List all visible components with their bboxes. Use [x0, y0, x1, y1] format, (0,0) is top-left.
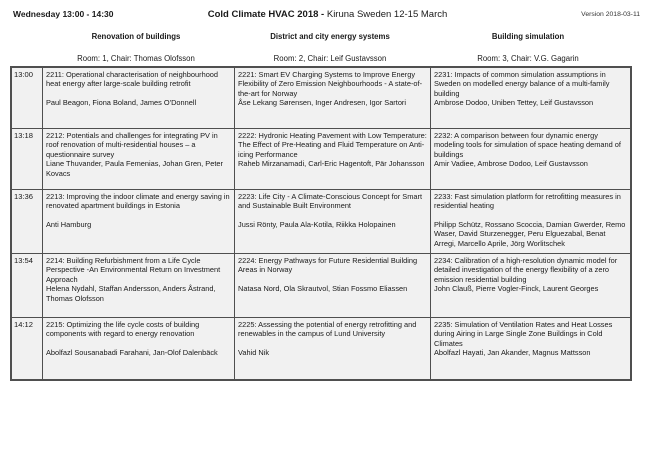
session-cell-2234 [430, 253, 630, 317]
session-cell-2223 [234, 189, 430, 253]
table-row [12, 68, 630, 128]
session-cell-2215 [42, 317, 234, 379]
session-title: 2214: Building Refurbishment from a Life Cycle Perspective -An Environmental Return on Investment Approach [46, 256, 221, 284]
session-date-time: Wednesday 13:00 - 14:30 [13, 9, 114, 19]
session-authors: Ambrose Dodoo, Uniben Tettey, Leif Gustavsson [434, 98, 594, 108]
session-title: 2235: Simulation of Ventilation Rates and Heat Losses during Airing in Large Single Zone Buildings in Cold Climates [434, 320, 613, 348]
session-cell-2221 [234, 68, 430, 128]
time-cell: 13:36 [12, 189, 42, 253]
session-cell-2232 [430, 128, 630, 189]
session-cell-2213 [42, 189, 234, 253]
table-row [12, 253, 630, 317]
room-row-spacer [10, 54, 40, 63]
session-authors: Vahid Nik [238, 348, 270, 357]
session-authors: Abolfazl Sousanabadi Farahani, Jan-Olof Dalenbäck [46, 348, 218, 357]
session-cell-2211 [42, 68, 234, 128]
track-header-building-simulation: Building simulation [491, 32, 565, 41]
session-cell-2224 [234, 253, 430, 317]
session-authors: John Clauß, Pierre Vogler-Finck, Laurent Georges [434, 284, 599, 294]
version-stamp: Version 2018-03-11 [581, 11, 640, 18]
session-title: 2231: Impacts of common simulation assumptions in Sweden on modelled energy balance of a multi-family building [434, 70, 610, 98]
track-header-renovation: Renovation of buildings [91, 32, 181, 41]
track-header-spacer [10, 32, 40, 41]
session-authors: Raheb Mirzanamadi, Carl-Eric Hagentoft, Pär Johansson [238, 159, 425, 169]
session-cell-2235 [430, 317, 630, 379]
track-header-row [10, 32, 628, 41]
time-cell: 14:12 [12, 317, 42, 379]
session-authors: Anti Hamburg [46, 220, 92, 229]
time-cell: 13:00 [12, 68, 42, 128]
time-cell: 13:18 [12, 128, 42, 189]
room-1-chair: Room: 1, Chair: Thomas Olofsson [77, 54, 195, 63]
session-title: 2232: A comparison between four dynamic energy modeling tools for simulation of space heating demand of buildings [434, 131, 621, 159]
session-authors: Amir Vadiee, Ambrose Dodoo, Leif Gustavsson [434, 159, 588, 169]
session-title: 2221: Smart EV Charging Systems to Improve Energy Flexibility of Zero Emission Neighbourhoods - A state-of-the-art for Norway [238, 70, 423, 98]
room-2-chair: Room: 2, Chair: Leif Gustavsson [273, 54, 387, 63]
session-authors: Helena Nydahl, Staffan Andersson, Anders Åstrand, Thomas Olofsson [46, 284, 216, 303]
session-title: 2233: Fast simulation platform for retrofitting measures in residential heating [434, 192, 621, 211]
document-title [0, 9, 655, 20]
track-header-district-energy: District and city energy systems [270, 32, 390, 41]
session-authors: Natasa Nord, Ola Skrautvol, Stian Fossmo Eliassen [238, 284, 408, 293]
session-title: 2215: Optimizing the life cycle costs of building components with regard to energy renovation [46, 320, 200, 339]
conference-name: Cold Climate HVAC 2018 - [207, 9, 325, 20]
time-cell: 13:54 [12, 253, 42, 317]
session-authors: Liane Thuvander, Paula Femenias, Johan Gren, Peter Kovacs [46, 159, 223, 178]
schedule-table [10, 66, 632, 381]
document-header [0, 9, 655, 23]
conference-location-dates: Kiruna Sweden 12-15 March [324, 9, 448, 20]
session-title: 2223: Life City - A Climate-Conscious Concept for Smart and Sustainable Built Environment [238, 192, 423, 211]
session-title: 2211: Operational characterisation of neighbourhood heat energy after large-scale building retrofit [46, 70, 219, 89]
session-title: 2213: Improving the indoor climate and energy saving in renovated apartment buildings in Estonia [46, 192, 230, 211]
room-3-chair: Room: 3, Chair: V.G. Gagarin [477, 54, 579, 63]
session-authors: Jussi Rönty, Paula Ala-Kotila, Riikka Holopainen [238, 220, 396, 229]
session-authors: Paul Beagon, Fiona Boland, James O'Donnell [46, 98, 197, 107]
session-cell-2222 [234, 128, 430, 189]
session-cell-2212 [42, 128, 234, 189]
session-title: 2222: Hydronic Heating Pavement with Low Temperature: The Effect of Pre-Heating and Fluid Temperature on Anti-icing Performance [238, 131, 427, 159]
session-title: 2234: Calibration of a high-resolution dynamic model for detailed investigation of the energy flexibility of a zero emission residential building [434, 256, 618, 284]
session-title: 2212: Potentials and challenges for integrating PV in roof renovation of multi-residential houses – a questionnaire survey [46, 131, 218, 159]
session-authors: Philipp Schütz, Rossano Scoccia, Damian Gwerder, Remo Waser, David Sturzenegger, Peru Elguezabal, Benat Arregi, Marcello Aprile, Jörg Worlitschek [434, 220, 626, 248]
session-title: 2225: Assessing the potential of energy retrofitting and renewables in the campus of Lund University [238, 320, 417, 339]
session-title: 2224: Energy Pathways for Future Residential Building Areas in Norway [238, 256, 418, 275]
session-authors: Åse Lekang Sørensen, Inger Andresen, Igor Sartori [238, 98, 407, 108]
session-authors: Abolfazl Hayati, Jan Akander, Magnus Mattsson [434, 348, 591, 358]
session-cell-2225 [234, 317, 430, 379]
session-cell-2214 [42, 253, 234, 317]
session-cell-2231 [430, 68, 630, 128]
table-row [12, 317, 630, 379]
table-row [12, 189, 630, 253]
room-chair-row [10, 54, 628, 63]
session-cell-2233 [430, 189, 630, 253]
table-row [12, 128, 630, 189]
